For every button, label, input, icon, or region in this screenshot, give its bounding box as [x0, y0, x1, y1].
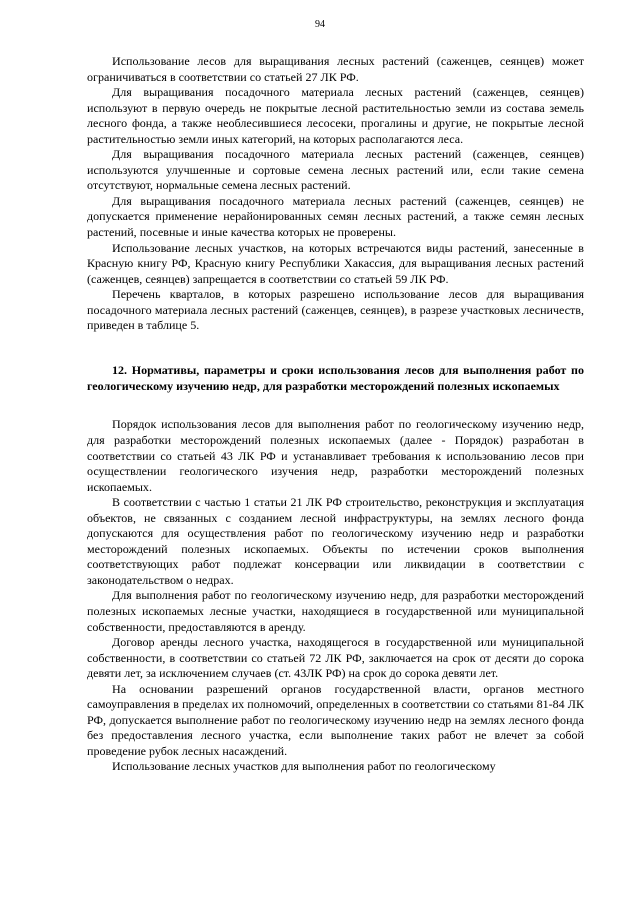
paragraph: На основании разрешений органов государственной власти, органов местного самоуправления в пределах их полномочий, определенных в соответствии со статьями 81-84 ЛК РФ, допускается выполнение работ по геологическому изучению недр на землях лесного фонда без предоставления лесного участка, если выполнение таких работ не влечет за собой проведение рубок лесных насаждений. — [87, 681, 584, 758]
paragraph: Использование лесов для выращивания лесных растений (саженцев, сеянцев) может ограничиваться в соответствии со статьей 27 ЛК РФ. — [87, 54, 584, 84]
paragraph: Порядок использования лесов для выполнения работ по геологическому изучению недр, для разработки месторождений полезных ископаемых (далее - Порядок) разработан в соответствии со статьей 43 ЛК РФ и устанавливает требования к использованию лесов при осуществлении геологического изучения недр, разработки месторождений полезных ископаемых. — [87, 417, 584, 494]
paragraph: Для выращивания посадочного материала лесных растений (саженцев, сеянцев) не допускается применение нерайонированных семян лесных растений, а также семян лесных растений, посевные и иные качества которых не проверены. — [87, 193, 584, 240]
page-number: 94 — [315, 19, 325, 30]
paragraph: Договор аренды лесного участка, находящегося в государственной или муниципальной собственности, в соответствии со статьей 72 ЛК РФ, заключается на срок от десяти до сорока девяти лет, за исключением случаев (ст. 43ЛК РФ) на срок до сорока девяти лет. — [87, 635, 584, 681]
paragraph: Для выполнения работ по геологическому изучению недр, для разработки месторождений полезных ископаемых лесные участки, находящиеся в государственной или муниципальной собственности, предоставляются в аренду. — [87, 588, 584, 634]
paragraph: Использование лесных участков, на которых встречаются виды растений, занесенные в Красную книгу РФ, Красную книгу Республики Хакассия, для выращивания лесных растений (саженцев, сеянцев) запрещается в соответствии со статьей 59 ЛК РФ. — [87, 240, 584, 286]
paragraph: Использование лесных участков для выполнения работ по геологическому — [112, 759, 496, 774]
paragraph: Для выращивания посадочного материала лесных растений (саженцев, сеянцев) используют в первую очередь не покрытые лесной растительностью земли из состава земель лесного фонда, а также необлесившиеся лесосеки, прогалины и другие, не покрытые лесной растительностью земли иных категорий, на которых располагаются леса. — [87, 85, 584, 146]
paragraph: Для выращивания посадочного материала лесных растений (саженцев, сеянцев) используются улучшенные и сортовые семена лесных растений или, если такие семена отсутствуют, нормальные семена лесных растений. — [87, 147, 584, 193]
section-heading: 12. Нормативы, параметры и сроки использования лесов для выполнения работ по геологическому изучению недр, для разработки месторождений полезных ископаемых — [87, 362, 584, 393]
paragraph: В соответствии с частью 1 статьи 21 ЛК РФ строительство, реконструкция и эксплуатация объектов, не связанных с созданием лесной инфраструктуры, на землях лесного фонда допускаются для осуществления работ по геологическому изучению недр и разработки месторождений полезных ископаемых. Объекты по истечении сроков выполнения соответствующих работ подлежат консервации или ликвидации в соответствии с законодательством о недрах. — [87, 495, 584, 587]
paragraph: Перечень кварталов, в которых разрешено использование лесов для выращивания посадочного материала лесных растений (саженцев, сеянцев), в разрезе участковых лесничеств, приведен в таблице 5. — [87, 287, 584, 333]
document-body — [87, 54, 584, 775]
